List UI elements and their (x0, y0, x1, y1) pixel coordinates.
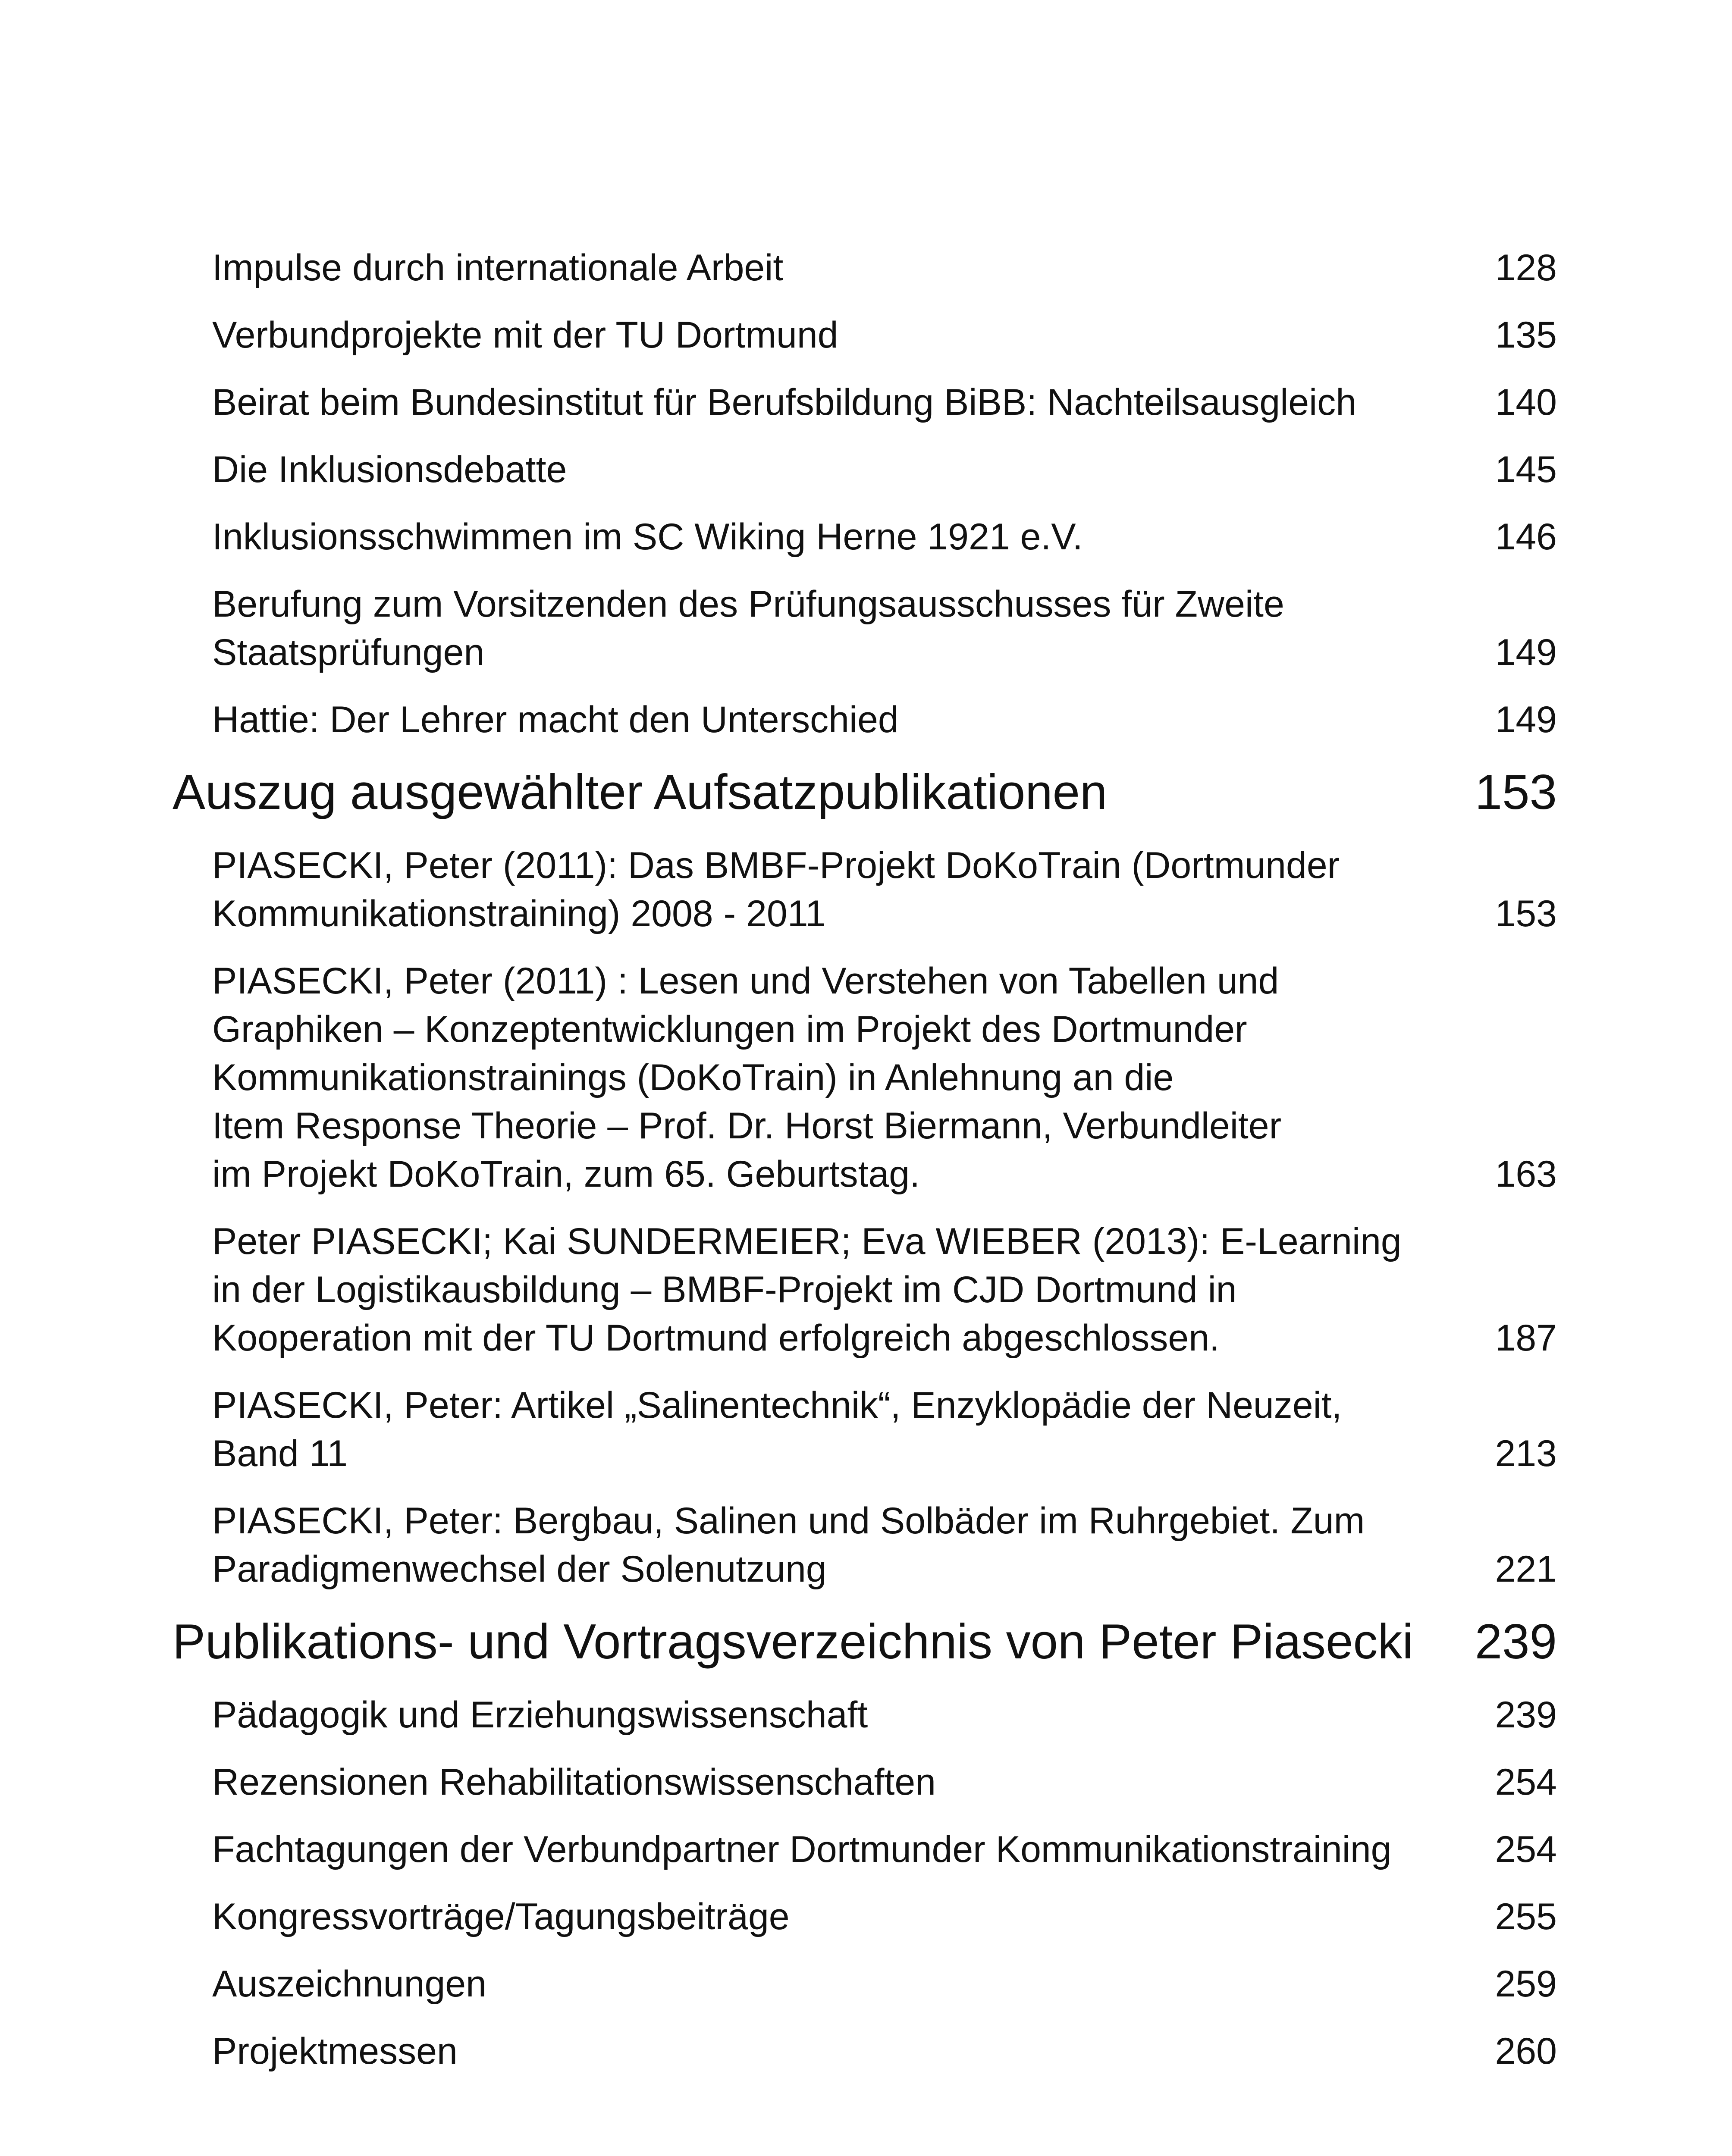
toc-entry[interactable] (173, 1960, 1557, 2008)
toc-entry[interactable] (173, 1825, 1557, 1874)
toc-entry[interactable] (173, 580, 1557, 677)
toc-entry-page: 135 (1495, 314, 1557, 356)
toc-entry[interactable] (173, 1893, 1557, 1941)
toc-section-title: Publikations- und Vortragsverzeichnis von Peter Piasecki (173, 1614, 1413, 1669)
toc-entry-page: 146 (1495, 516, 1557, 558)
toc-entry[interactable] (173, 841, 1557, 938)
toc-entry-title: Peter PIASECKI; Kai SUNDERMEIER; Eva WIEBER (2013): E-Learning in der Logistikausbildung – BMBF-Projekt im CJD Dortmund in Kooperation mit der TU Dortmund erfolgreich abgeschlossen. (212, 1221, 1402, 1359)
toc-entry-page: 260 (1495, 2031, 1557, 2072)
toc-entry-title: PIASECKI, Peter: Bergbau, Salinen und Solbäder im Ruhrgebiet. Zum Paradigmenwechsel der Solenutzung (212, 1500, 1365, 1590)
toc-entry-page: 254 (1495, 1761, 1557, 1803)
toc-entry[interactable] (173, 513, 1557, 561)
toc-entry-title: Inklusionsschwimmen im SC Wiking Herne 1921 e.V. (212, 516, 1083, 558)
toc-entry-title: Rezensionen Rehabilitationswissenschaften (212, 1761, 936, 1803)
toc-entry-title: Verbundprojekte mit der TU Dortmund (212, 314, 838, 356)
toc-entry-page: 149 (1495, 632, 1557, 673)
toc-entry-title: Berufung zum Vorsitzenden des Prüfungsausschusses für Zweite Staatsprüfungen (212, 583, 1284, 673)
toc-entry-title: Auszeichnungen (212, 1963, 486, 2005)
toc-entry-page: 255 (1495, 1896, 1557, 1937)
toc-entry-page: 239 (1495, 1694, 1557, 1736)
toc-entry[interactable] (173, 696, 1557, 744)
toc-entry-title: Die Inklusionsdebatte (212, 449, 567, 490)
toc-entry-page: 140 (1495, 382, 1557, 423)
toc-entry[interactable] (173, 244, 1557, 292)
toc-entry-title: Hattie: Der Lehrer macht den Unterschied (212, 699, 899, 740)
toc-entry[interactable] (173, 378, 1557, 426)
toc-entry-title: PIASECKI, Peter (2011): Das BMBF-Projekt DoKoTrain (Dortmunder Kommunikationstraining) 2008 - 2011 (212, 845, 1340, 934)
toc-entry-page: 149 (1495, 699, 1557, 740)
toc-entry[interactable] (173, 445, 1557, 494)
toc-entry-page: 259 (1495, 1963, 1557, 2005)
table-of-contents (173, 244, 1557, 2094)
toc-section-heading[interactable] (173, 1612, 1557, 1672)
toc-entry[interactable] (173, 1691, 1557, 1739)
toc-entry[interactable] (173, 1758, 1557, 1806)
toc-section-title: Auszug ausgewählter Aufsatzpublikationen (173, 765, 1108, 820)
toc-entry-title: Pädagogik und Erziehungswissenschaft (212, 1694, 868, 1736)
toc-entry-page: 163 (1495, 1153, 1557, 1195)
toc-entry-page: 213 (1495, 1433, 1557, 1474)
toc-section-heading[interactable] (173, 763, 1557, 822)
toc-entry[interactable] (173, 1217, 1557, 1362)
toc-section-page: 239 (1475, 1614, 1557, 1669)
toc-entry-page: 128 (1495, 247, 1557, 288)
toc-entry-page: 221 (1495, 1548, 1557, 1590)
toc-entry-title: Fachtagungen der Verbundpartner Dortmunder Kommunikationstraining (212, 1829, 1392, 1870)
toc-entry-page: 187 (1495, 1317, 1557, 1359)
toc-entry[interactable] (173, 1381, 1557, 1478)
toc-entry-page: 254 (1495, 1829, 1557, 1870)
toc-section-page: 153 (1475, 765, 1557, 820)
toc-entry-title: PIASECKI, Peter: Artikel „Salinentechnik“, Enzyklopädie der Neuzeit, Band 11 (212, 1385, 1342, 1474)
toc-entry[interactable] (173, 1497, 1557, 1593)
toc-entry-title: PIASECKI, Peter (2011) : Lesen und Verstehen von Tabellen und Graphiken – Konzeptentwicklungen im Projekt des Dortmunder Kommunikationstrainings (DoKoTrain) in Anlehnung an die Item Response Theorie – Prof. Dr. Horst Biermann, Verbundleiter im Projekt DoKoTrain, zum 65. Geburtstag. (212, 960, 1282, 1195)
toc-entry-title: Impulse durch internationale Arbeit (212, 247, 784, 288)
toc-entry[interactable] (173, 311, 1557, 359)
toc-entry[interactable] (173, 957, 1557, 1198)
toc-entry-title: Projektmessen (212, 2031, 458, 2072)
toc-entry-page: 145 (1495, 449, 1557, 490)
toc-entry-page: 153 (1495, 893, 1557, 934)
toc-entry-title: Beirat beim Bundesinstitut für Berufsbildung BiBB: Nachteilsausgleich (212, 382, 1357, 423)
toc-entry[interactable] (173, 2027, 1557, 2075)
toc-entry-title: Kongressvorträge/Tagungsbeiträge (212, 1896, 790, 1937)
